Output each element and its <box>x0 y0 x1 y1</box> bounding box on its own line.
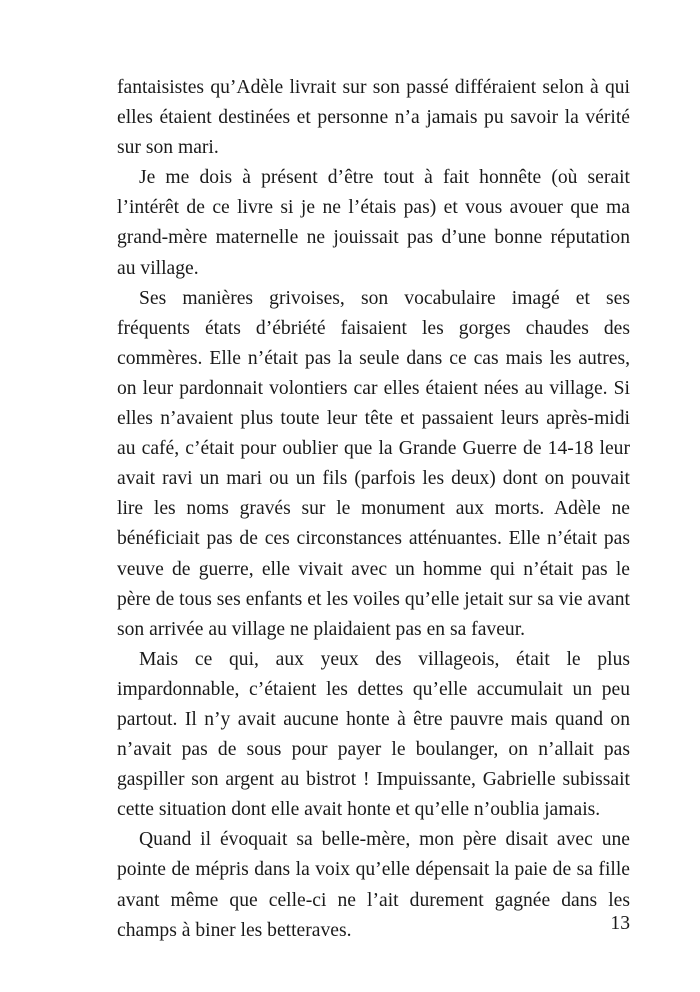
text-line: avait ravi un mari ou un fils (parfois les deux) dont on pouvait <box>117 468 630 490</box>
text-line: pointe de mépris dans la voix qu’elle dépensait la paie de sa fille <box>117 859 630 881</box>
text-line: partout. Il n’y avait aucune honte à être pauvre mais quand on <box>117 708 630 730</box>
text-line: Mais ce qui, aux yeux des villageois, était le plus <box>139 648 630 670</box>
text-line: au village. <box>117 257 199 279</box>
text-line: lire les noms gravés sur le monument aux morts. Adèle ne <box>117 498 630 520</box>
text-line: veuve de guerre, elle vivait avec un homme qui n’était pas le <box>117 558 630 580</box>
text-line: n’avait pas de sous pour payer le boulanger, on n’allait pas <box>117 739 630 761</box>
text-line: père de tous ses enfants et les voiles qu’elle jetait sur sa vie avant <box>117 588 630 610</box>
text-line: sur son mari. <box>117 137 219 159</box>
text-line: fantaisistes qu’Adèle livrait sur son passé différaient selon à qui <box>117 77 630 98</box>
text-line: impardonnable, c’étaient les dettes qu’elle accumulait un peu <box>117 678 630 700</box>
text-line: Ses manières grivoises, son vocabulaire imagé et ses <box>139 287 630 309</box>
text-line: l’intérêt de ce livre si je ne l’étais pas) et vous avouer que ma <box>117 197 630 219</box>
text-line: champs à biner les betteraves. <box>117 919 352 941</box>
text-line: cette situation dont elle avait honte et qu’elle n’oublia jamais. <box>117 799 601 821</box>
text-line: bénéficiait pas de ces circonstances atténuantes. Elle n’était pas <box>117 528 630 550</box>
page-number: 13 <box>610 913 630 934</box>
text-line: Je me dois à présent d’être tout à fait honnête (où serait <box>139 167 630 189</box>
text-line: son arrivée au village ne plaidaient pas en sa faveur. <box>117 618 526 640</box>
text-line: grand-mère maternelle ne jouissait pas d’une bonne réputation <box>117 227 630 249</box>
text-line: elles étaient destinées et personne n’a jamais pu savoir la vérité <box>117 107 630 129</box>
text-line: Quand il évoquait sa belle-mère, mon père disait avec une <box>139 829 630 851</box>
text-line: elles n’avaient plus toute leur tête et passaient leurs après-midi <box>117 408 630 430</box>
text-line: gaspiller son argent au bistrot ! Impuissante, Gabrielle subissait <box>117 769 630 791</box>
text-line: commères. Elle n’était pas la seule dans ce cas mais les autres, <box>117 347 630 369</box>
text-line: avant même que celle-ci ne l’ait durement gagnée dans les <box>117 889 630 911</box>
text-line: au café, c’était pour oublier que la Grande Guerre de 14-18 leur <box>117 438 630 460</box>
text-line: on leur pardonnait volontiers car elles étaient nées au village. Si <box>117 377 630 399</box>
text-line: fréquents états d’ébriété faisaient les gorges chaudes des <box>117 317 630 339</box>
body-text <box>117 73 630 946</box>
